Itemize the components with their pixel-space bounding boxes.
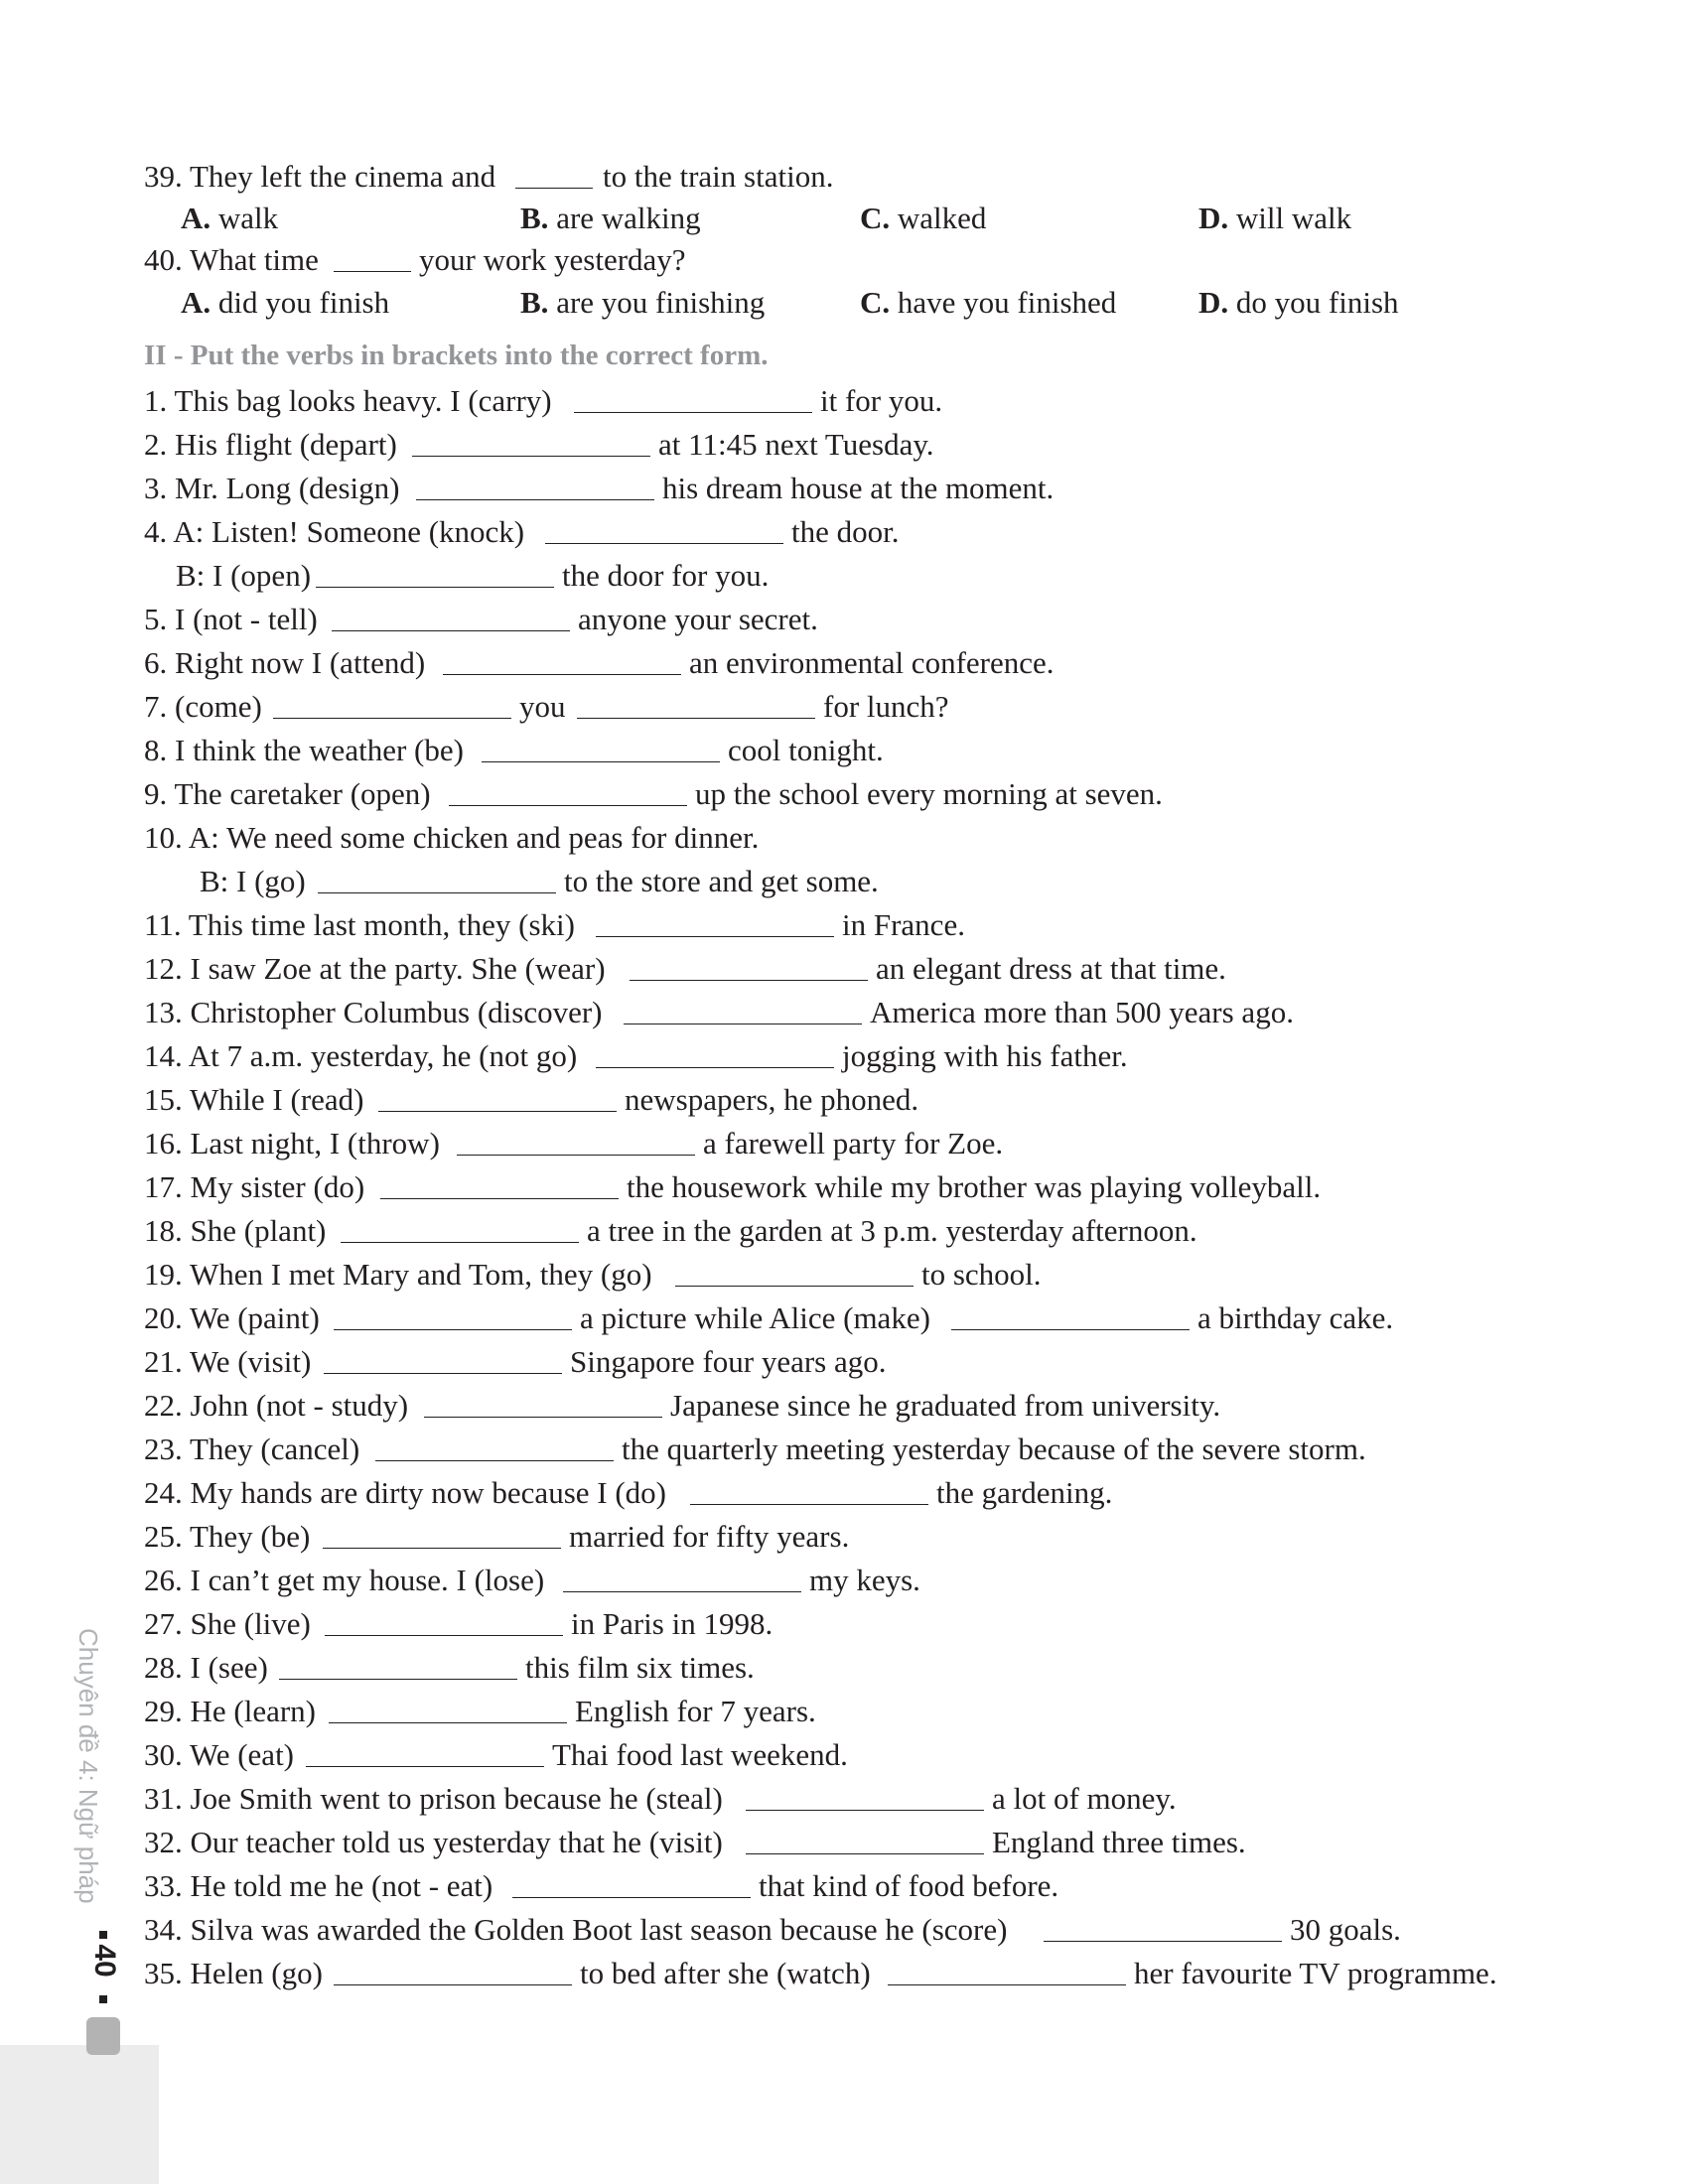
exercise-text: 8. I think the weather (be) xyxy=(144,733,464,767)
option-c[interactable]: C. have you finished xyxy=(860,285,1117,320)
exercise-text: 9. The caretaker (open) xyxy=(144,776,431,811)
exercise-text: Thai food last weekend. xyxy=(552,1737,848,1772)
exercise-text: 1. This bag looks heavy. I (carry) xyxy=(144,383,552,418)
exercise-text: 14. At 7 a.m. yesterday, he (not go) xyxy=(144,1038,578,1073)
option-a[interactable]: A. did you finish xyxy=(181,285,390,320)
exercise-text: an environmental conference. xyxy=(689,645,1055,680)
exercise-text: 6. Right now I (attend) xyxy=(144,645,426,680)
exercise-text: 13. Christopher Columbus (discover) xyxy=(144,995,603,1029)
exercise-text: 28. I (see) xyxy=(144,1650,268,1685)
exercise-text: anyone your secret. xyxy=(578,602,818,636)
answer-blank[interactable] xyxy=(482,761,720,762)
exercise-text: 32. Our teacher told us yesterday that he (visit) xyxy=(144,1825,723,1859)
exercise-text: her favourite TV programme. xyxy=(1134,1956,1497,1990)
answer-blank[interactable] xyxy=(318,892,556,893)
exercise-text: Japanese since he graduated from university. xyxy=(670,1388,1221,1423)
exercise-text: 2. His flight (depart) xyxy=(144,427,397,462)
answer-blank[interactable] xyxy=(424,1417,662,1418)
exercise-text: up the school every morning at seven. xyxy=(695,776,1163,811)
option-d[interactable]: D. do you finish xyxy=(1198,285,1399,320)
answer-blank[interactable] xyxy=(332,630,570,631)
exercise-text: a tree in the garden at 3 p.m. yesterday afternoon. xyxy=(587,1213,1197,1248)
answer-blank[interactable] xyxy=(746,1853,984,1854)
question-39-text: 39. They left the cinema and xyxy=(144,159,496,194)
exercise-text: an elegant dress at that time. xyxy=(876,951,1226,986)
exercise-text: 17. My sister (do) xyxy=(144,1169,365,1204)
exercise-text: the door. xyxy=(791,514,900,549)
exercise-text: 16. Last night, I (throw) xyxy=(144,1126,440,1160)
exercise-text: 27. She (live) xyxy=(144,1606,311,1641)
exercise-text: this film six times. xyxy=(525,1650,755,1685)
answer-blank[interactable] xyxy=(545,543,783,544)
exercise-text: my keys. xyxy=(809,1563,920,1597)
exercise-text: a farewell party for Zoe. xyxy=(703,1126,1004,1160)
exercise-text: 29. He (learn) xyxy=(144,1694,316,1728)
exercise-text: 33. He told me he (not - eat) xyxy=(144,1868,493,1903)
exercise-text: 19. When I met Mary and Tom, they (go) xyxy=(144,1257,652,1292)
option-b[interactable]: B. are you finishing xyxy=(520,285,766,320)
exercise-text: 34. Silva was awarded the Golden Boot last season because he (score) xyxy=(144,1912,1008,1947)
exercise-text: a picture while Alice (make) xyxy=(580,1300,930,1335)
exercise-text: to bed after she (watch) xyxy=(580,1956,871,1990)
answer-blank[interactable] xyxy=(1044,1941,1282,1942)
answer-blank[interactable] xyxy=(316,587,554,588)
exercise-text: Singapore four years ago. xyxy=(570,1344,887,1379)
exercise-text: B: I (open) xyxy=(176,558,312,593)
exercise-text: 26. I can’t get my house. I (lose) xyxy=(144,1563,545,1597)
exercise-text: 11. This time last month, they (ski) xyxy=(144,907,575,942)
exercise-text: 10. A: We need some chicken and peas for dinner. xyxy=(144,820,760,855)
exercise-text: 35. Helen (go) xyxy=(144,1956,323,1990)
exercise-text: a birthday cake. xyxy=(1197,1300,1394,1335)
exercise-text: 18. She (plant) xyxy=(144,1213,327,1248)
exercise-text: to the store and get some. xyxy=(564,864,879,898)
answer-blank[interactable] xyxy=(380,1198,619,1199)
answer-blank[interactable] xyxy=(888,1984,1126,1985)
exercise-text: the door for you. xyxy=(562,558,770,593)
option-d[interactable]: D. will walk xyxy=(1198,201,1352,235)
answer-blank[interactable] xyxy=(341,1242,579,1243)
answer-blank[interactable] xyxy=(416,499,654,500)
exercise-text: in Paris in 1998. xyxy=(571,1606,774,1641)
exercise-text: in France. xyxy=(842,907,965,942)
exercise-text: England three times. xyxy=(992,1825,1246,1859)
exercise-text: 22. John (not - study) xyxy=(144,1388,409,1423)
margin-tab xyxy=(0,2045,159,2184)
exercise-text: the housework while my brother was playing volleyball. xyxy=(627,1169,1322,1204)
question-40-text: 40. What time xyxy=(144,242,319,277)
exercise-text: it for you. xyxy=(820,383,943,418)
exercise-text: B: I (go) xyxy=(200,864,306,898)
question-39-blank[interactable] xyxy=(515,188,593,189)
exercise-text: the gardening. xyxy=(936,1475,1113,1510)
answer-blank[interactable] xyxy=(690,1504,928,1505)
answer-blank[interactable] xyxy=(378,1111,617,1112)
exercise-text: to school. xyxy=(921,1257,1042,1292)
exercise-text: jogging with his father. xyxy=(842,1038,1128,1073)
answer-blank[interactable] xyxy=(334,1329,572,1330)
exercise-text: married for fifty years. xyxy=(569,1519,850,1554)
answer-blank[interactable] xyxy=(596,936,834,937)
answer-blank[interactable] xyxy=(306,1766,544,1767)
answer-blank[interactable] xyxy=(577,718,815,719)
exercise-text: 25. They (be) xyxy=(144,1519,311,1554)
option-a[interactable]: A. walk xyxy=(181,201,279,235)
section-heading: II - Put the verbs in brackets into the correct form. xyxy=(144,340,769,371)
answer-blank[interactable] xyxy=(334,1984,572,1985)
answer-blank[interactable] xyxy=(375,1460,614,1461)
exercise-text: at 11:45 next Tuesday. xyxy=(658,427,934,462)
exercise-text: 15. While I (read) xyxy=(144,1082,364,1117)
answer-blank[interactable] xyxy=(273,718,511,719)
question-39-text-end: to the train station. xyxy=(603,159,834,194)
exercise-text: America more than 500 years ago. xyxy=(870,995,1294,1029)
exercise-text: 4. A: Listen! Someone (knock) xyxy=(144,514,525,549)
page-number: 40 xyxy=(88,1944,121,1978)
answer-blank[interactable] xyxy=(951,1329,1190,1330)
answer-blank[interactable] xyxy=(746,1810,984,1811)
answer-blank[interactable] xyxy=(596,1067,834,1068)
exercise-text: 31. Joe Smith went to prison because he (steal) xyxy=(144,1781,723,1816)
answer-blank[interactable] xyxy=(323,1548,561,1549)
answer-blank[interactable] xyxy=(675,1286,914,1287)
exercise-text: his dream house at the moment. xyxy=(662,471,1055,505)
margin-bullet xyxy=(99,1995,107,2003)
answer-blank[interactable] xyxy=(563,1591,801,1592)
answer-blank[interactable] xyxy=(329,1722,567,1723)
exercise-text: cool tonight. xyxy=(728,733,884,767)
answer-blank[interactable] xyxy=(574,412,812,413)
exercise-text: newspapers, he phoned. xyxy=(625,1082,919,1117)
exercise-text: 7. (come) xyxy=(144,689,262,724)
exercise-text: 24. My hands are dirty now because I (do) xyxy=(144,1475,666,1510)
exercise-text: 12. I saw Zoe at the party. She (wear) xyxy=(144,951,606,986)
exercise-text: 30 goals. xyxy=(1290,1912,1401,1947)
answer-blank[interactable] xyxy=(630,980,868,981)
exercise-text: 21. We (visit) xyxy=(144,1344,312,1379)
answer-blank[interactable] xyxy=(324,1373,562,1374)
margin-bullet xyxy=(99,1931,107,1939)
answer-blank[interactable] xyxy=(512,1897,751,1898)
answer-blank[interactable] xyxy=(457,1155,695,1156)
exercise-text: 5. I (not - tell) xyxy=(144,602,318,636)
exercise-text: the quarterly meeting yesterday because of the severe storm. xyxy=(622,1432,1366,1466)
answer-blank[interactable] xyxy=(412,456,650,457)
page-marker xyxy=(86,2017,120,2055)
exercise-text: you xyxy=(519,689,566,724)
question-40-blank[interactable] xyxy=(334,271,411,272)
exercise-text: that kind of food before. xyxy=(759,1868,1059,1903)
chapter-label: Chuyên đề 4: Ngữ pháp xyxy=(73,1628,103,1904)
exercise-text: a lot of money. xyxy=(992,1781,1177,1816)
answer-blank[interactable] xyxy=(443,674,681,675)
exercise-text: 30. We (eat) xyxy=(144,1737,295,1772)
option-c[interactable]: C. walked xyxy=(860,201,987,235)
answer-blank[interactable] xyxy=(449,805,687,806)
exercise-text: 20. We (paint) xyxy=(144,1300,320,1335)
question-40-text-end: your work yesterday? xyxy=(419,242,686,277)
answer-blank[interactable] xyxy=(279,1679,517,1680)
exercise-text: 3. Mr. Long (design) xyxy=(144,471,400,505)
exercise-text: for lunch? xyxy=(823,689,949,724)
exercise-text: 23. They (cancel) xyxy=(144,1432,360,1466)
option-b[interactable]: B. are walking xyxy=(520,201,701,235)
exercise-text: English for 7 years. xyxy=(575,1694,816,1728)
answer-blank[interactable] xyxy=(325,1635,563,1636)
